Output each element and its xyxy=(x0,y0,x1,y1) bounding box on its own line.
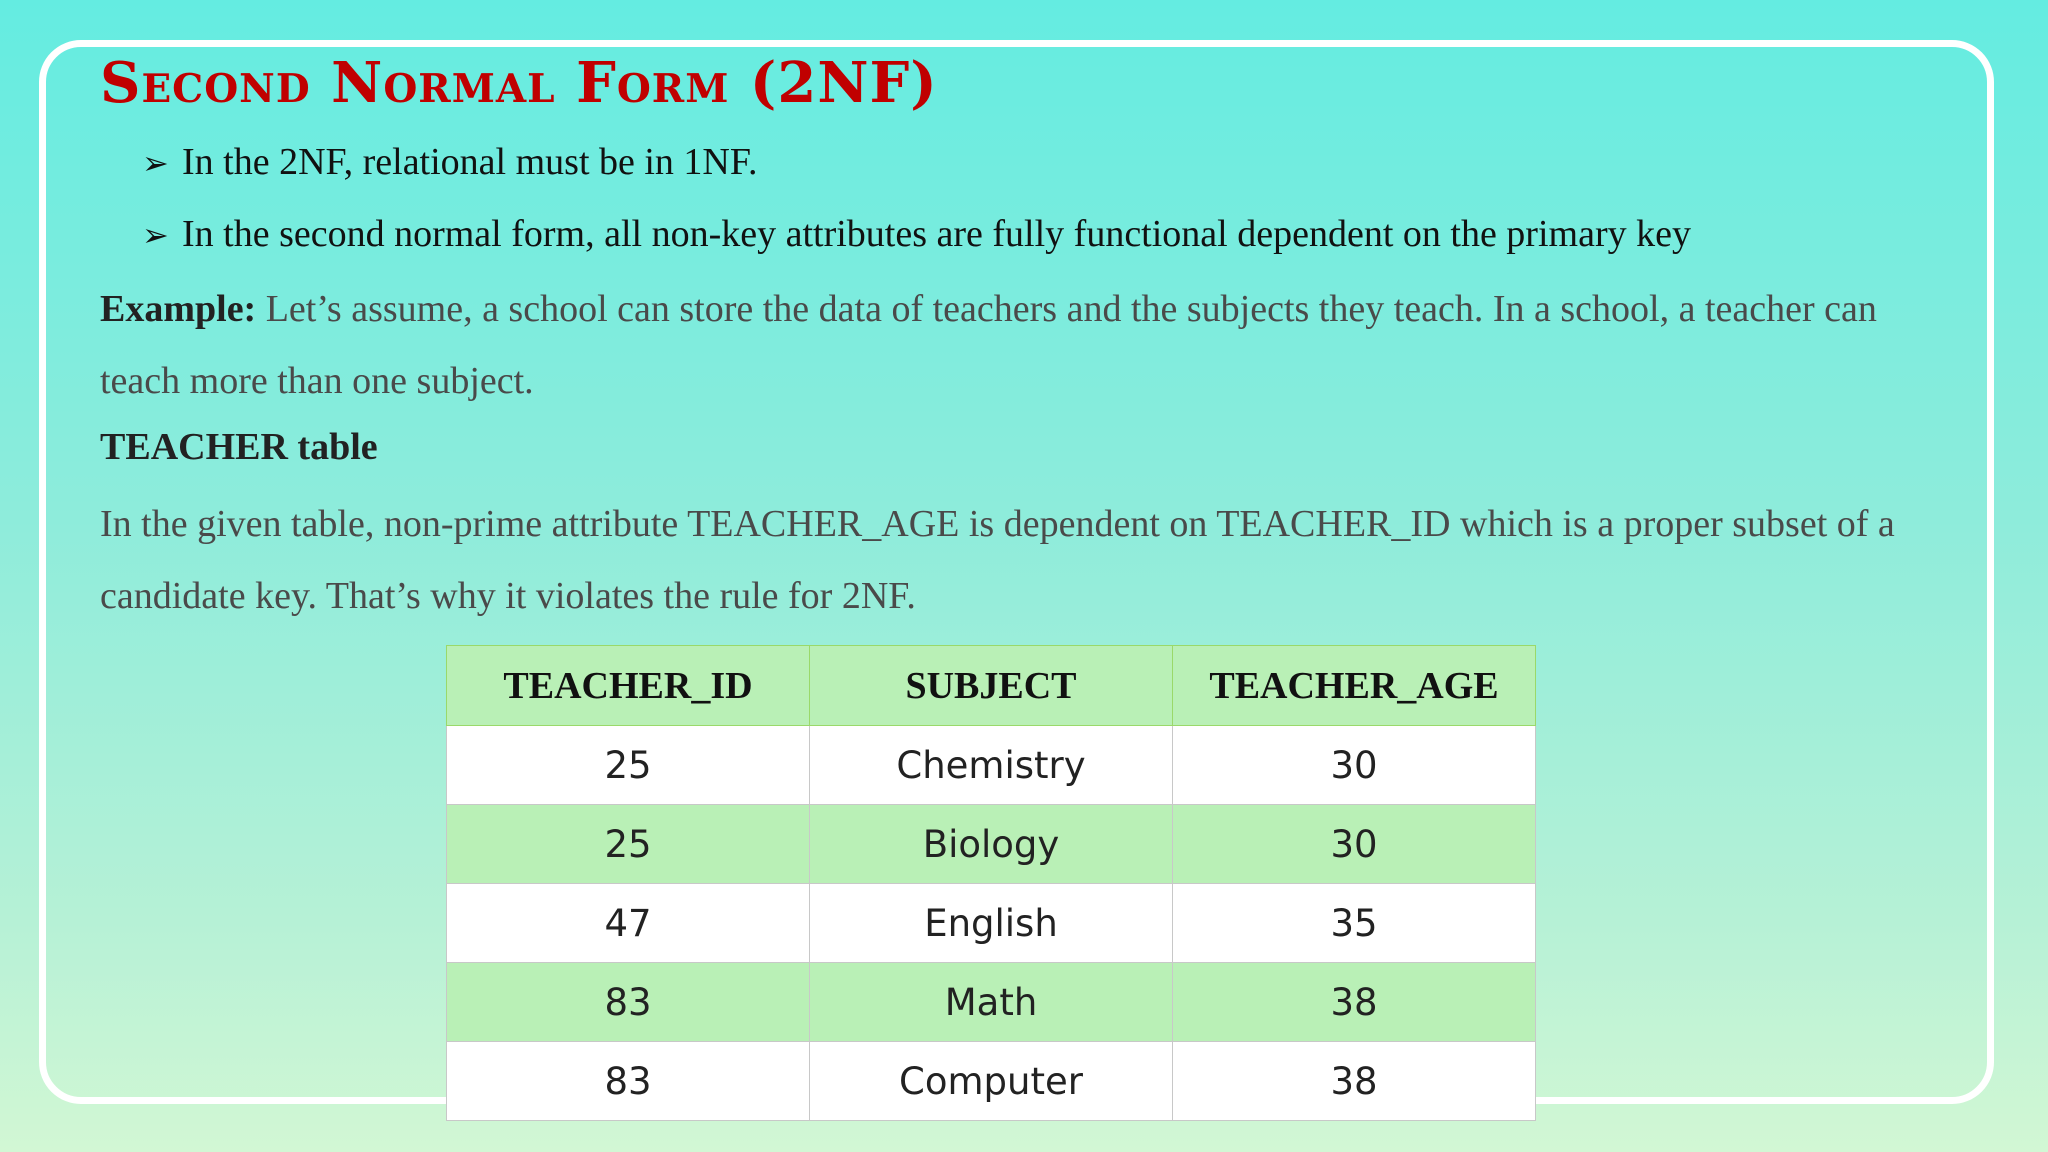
table-cell: 25 xyxy=(447,805,810,884)
table-header-row xyxy=(447,646,1536,726)
table-cell: 25 xyxy=(447,726,810,805)
table-cell: 83 xyxy=(447,963,810,1042)
table-row xyxy=(447,1042,1536,1121)
table-row xyxy=(447,884,1536,963)
slide-title: Second Normal Form (2NF) xyxy=(100,50,938,116)
table-cell: English xyxy=(810,884,1173,963)
table-cell: 30 xyxy=(1173,726,1536,805)
table-cell: 30 xyxy=(1173,805,1536,884)
table-heading: TEACHER table xyxy=(100,426,378,468)
table-cell: 35 xyxy=(1173,884,1536,963)
table-row xyxy=(447,805,1536,884)
table-row xyxy=(447,726,1536,805)
bullet-item xyxy=(142,212,1691,256)
column-header: TEACHER_AGE xyxy=(1173,646,1536,726)
example-paragraph xyxy=(100,273,1940,417)
table-cell: Chemistry xyxy=(810,726,1173,805)
table-row xyxy=(447,963,1536,1042)
table-cell: 38 xyxy=(1173,963,1536,1042)
table-cell: Math xyxy=(810,963,1173,1042)
table-cell: 38 xyxy=(1173,1042,1536,1121)
table-cell: Computer xyxy=(810,1042,1173,1121)
bullet-item xyxy=(142,140,757,184)
column-header: SUBJECT xyxy=(810,646,1173,726)
table-cell: Biology xyxy=(810,805,1173,884)
bullet-text: In the second normal form, all non-key attributes are fully functional dependent on the primary key xyxy=(182,213,1691,255)
table-cell: 47 xyxy=(447,884,810,963)
arrow-bullet-icon: ➢ xyxy=(142,145,169,181)
arrow-bullet-icon: ➢ xyxy=(142,217,169,253)
teacher-table xyxy=(446,645,1536,1121)
example-label: Example: xyxy=(100,288,257,330)
table-cell: 83 xyxy=(447,1042,810,1121)
example-text: Let’s assume, a school can store the data of teachers and the subjects they teach. In a school, a teacher can teach more than one subject. xyxy=(100,288,1877,402)
column-header: TEACHER_ID xyxy=(447,646,810,726)
bullet-text: In the 2NF, relational must be in 1NF. xyxy=(182,141,758,183)
explanation-paragraph: In the given table, non-prime attribute TEACHER_AGE is dependent on TEACHER_ID which is a proper subset of a candidate key. That’s why it violates the rule for 2NF. xyxy=(100,503,1895,617)
